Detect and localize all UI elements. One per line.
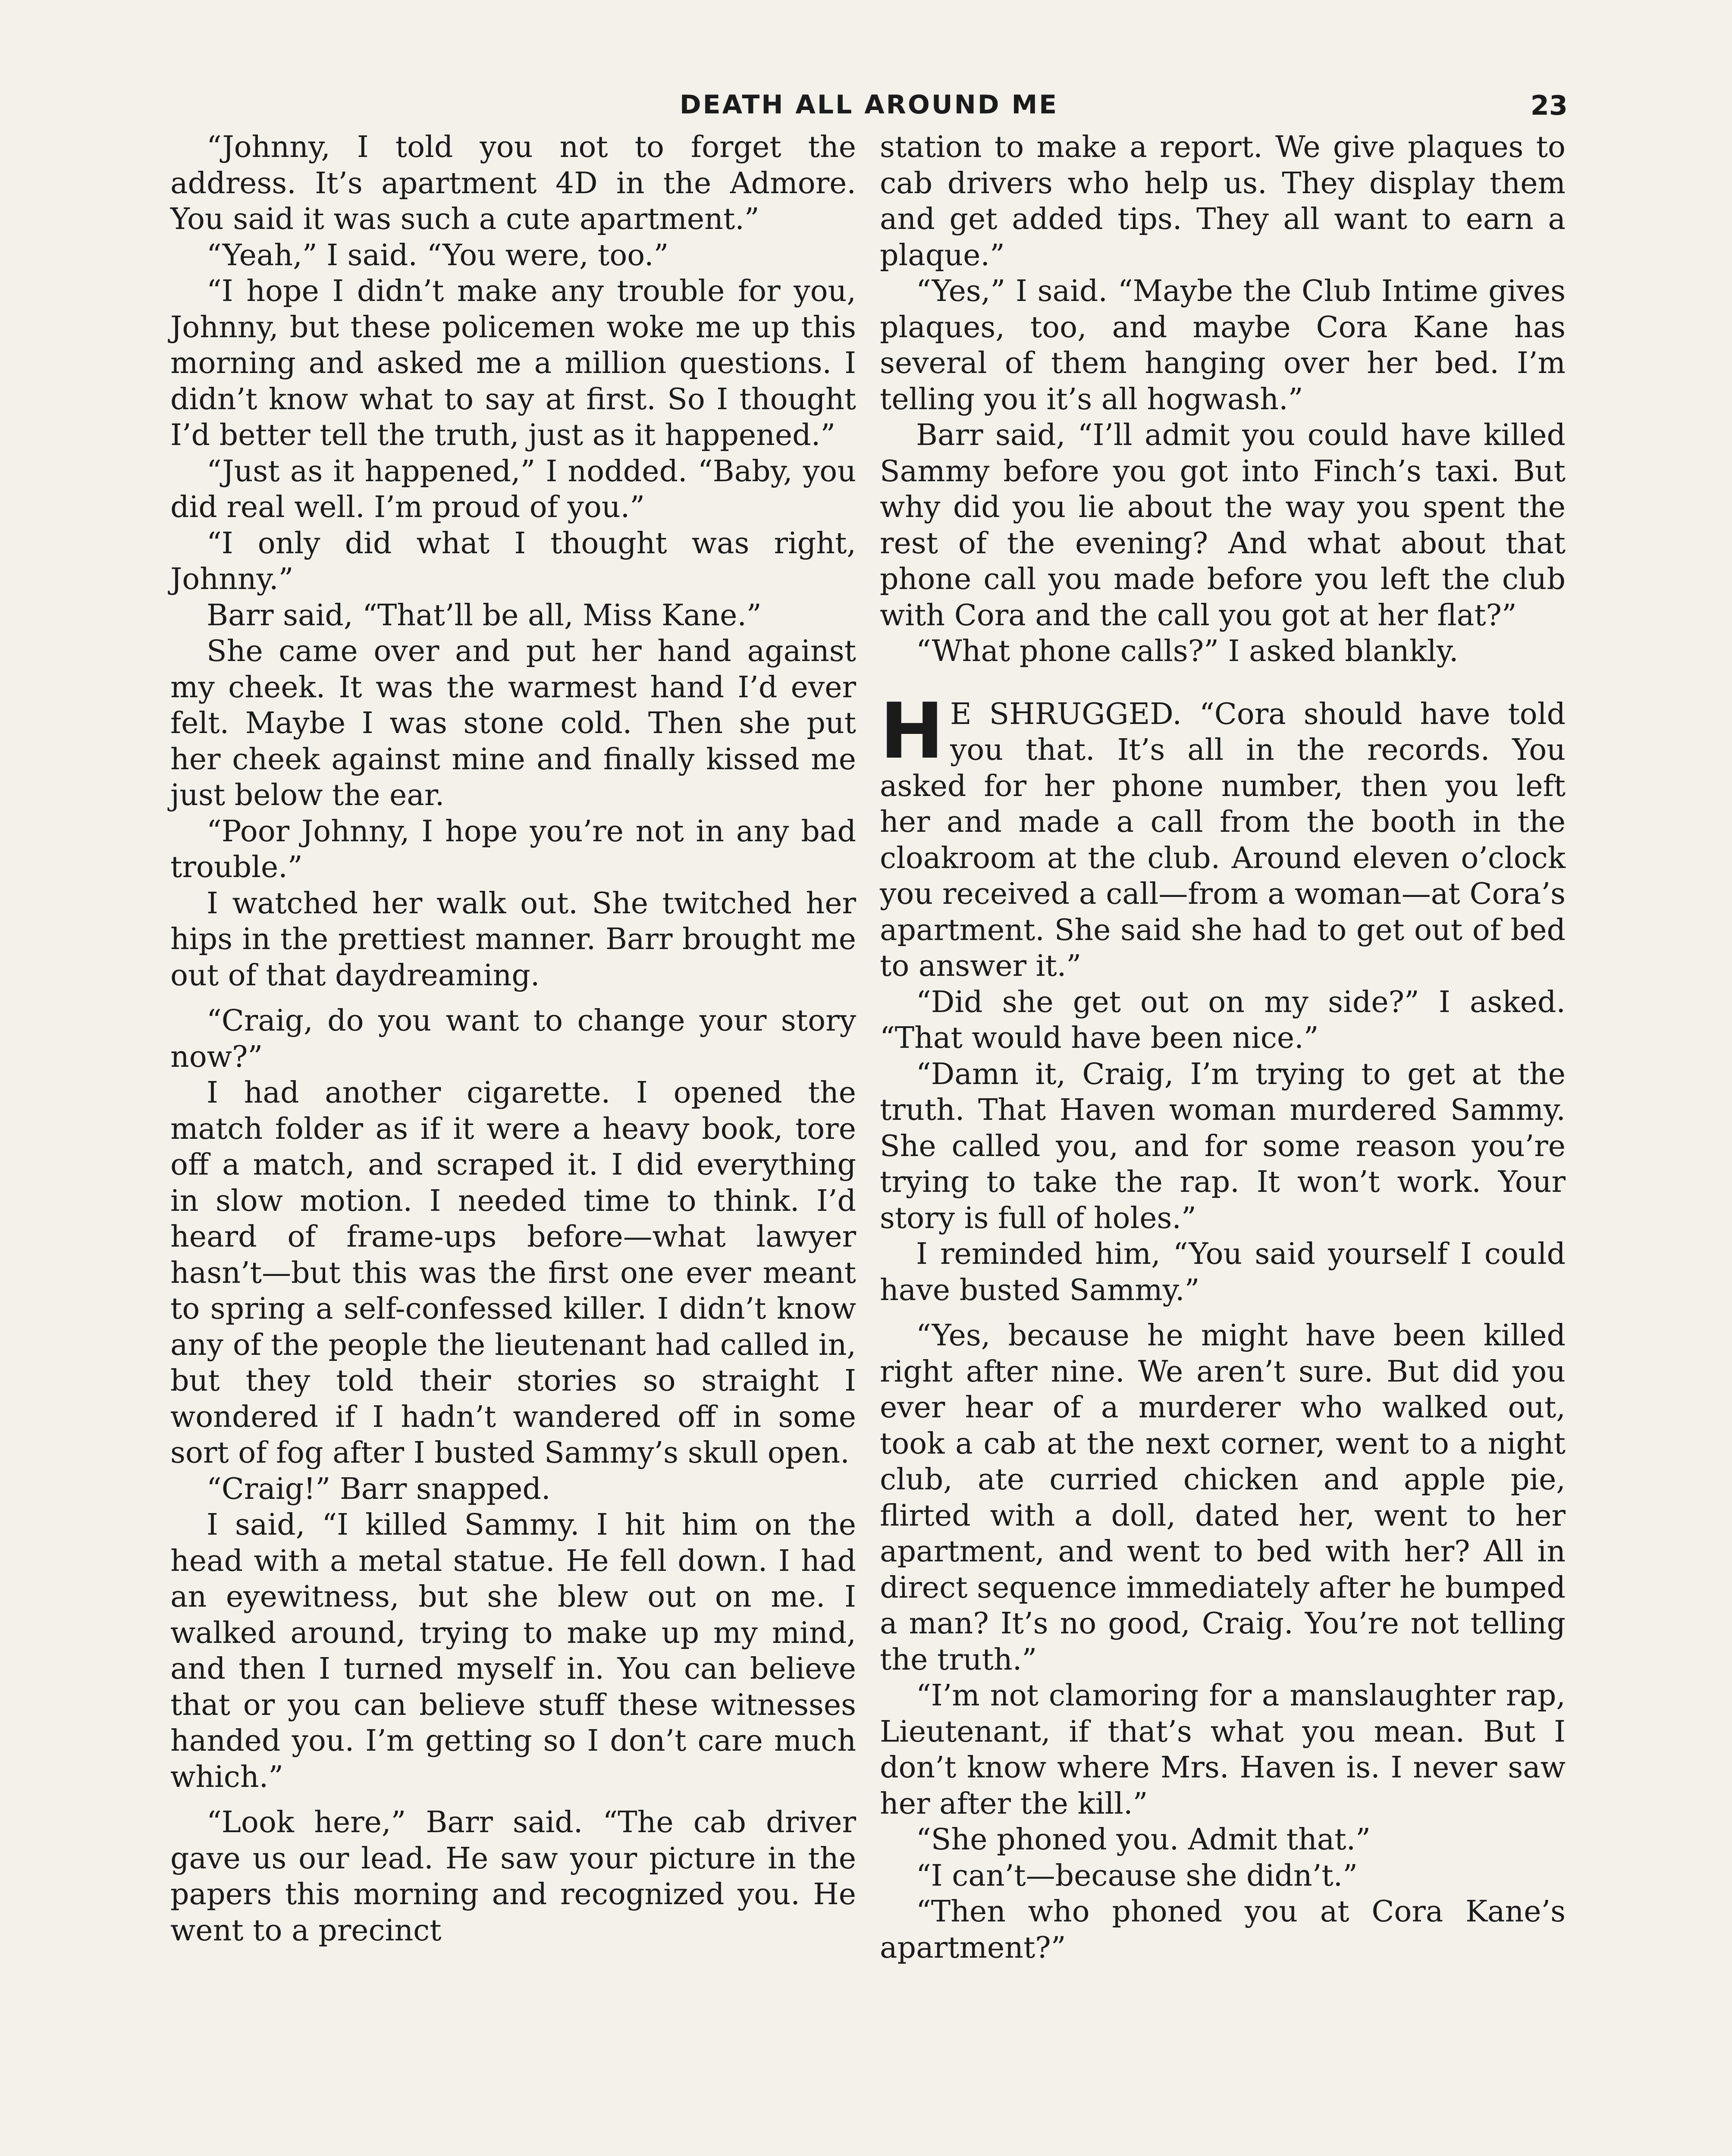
paragraph: I said, “I killed Sammy. I hit him on the head with a metal statue. He fell down. I had an eyewitness, but she blew out on me. I walked around, trying to make up my mind, and then I turned myself in. You can believe that or you can believe stuff these witnesses handed you. I’m getting so I don’t care much which.” xyxy=(170,1508,856,1794)
paragraph: “Look here,” Barr said. “The cab driver gave us our lead. He saw your picture in the papers this morning and recognized you. He went to a precinct xyxy=(170,1805,856,1948)
paragraph: “She phoned you. Admit that.” xyxy=(916,1823,1371,1857)
page-number: 23 xyxy=(1530,90,1568,121)
paragraph: “I’m not clamoring for a manslaughter rap, Lieutenant, if that’s what you mean. But I don’t know where Mrs. Haven is. I never saw her after the kill.” xyxy=(880,1679,1566,1821)
paragraph: “Did she get out on my side?” I asked. “That would have been nice.” xyxy=(880,985,1566,1055)
paragraph: “Yes, because he might have been killed right after nine. We aren’t sure. But did you ever hear of a murderer who walked out, took a cab at the next corner, went to a night club, ate curried chicken and apple pie, flirted with a doll, dated her, went to her apartment, and went to bed with her? All in direct sequence immediately after he bumped a man? It’s no good, Craig. You’re not telling the truth.” xyxy=(880,1319,1566,1677)
paragraph: “I hope I didn’t make any trouble for you, Johnny, but these policemen woke me up this morning and asked me a million questions. I didn’t know what to say at first. So I thought I’d better tell the truth, just as it happened.” xyxy=(170,274,856,452)
paragraph: “Craig, do you want to change your story now?” xyxy=(170,1004,856,1074)
paragraph: “I can’t—because she didn’t.” xyxy=(916,1858,1358,1893)
paragraph: “Just as it happened,” I nodded. “Baby, you did real well. I’m proud of you.” xyxy=(170,454,856,524)
section-opening-paragraph xyxy=(880,686,1566,984)
paragraph: I watched her walk out. She twitched her hips in the prettiest manner. Barr brought me out of that daydreaming. xyxy=(170,886,856,993)
page-header xyxy=(170,82,1568,129)
paragraph: “Then who phoned you at Cora Kane’s apartment?” xyxy=(880,1895,1566,1965)
paragraph: Barr said, “I’ll admit you could have killed Sammy before you got into Finch’s taxi. But why did you lie about the way you spent the rest of the evening? And what about that phone call you made before you left the club with Cora and the call you got at her flat?” xyxy=(880,418,1566,633)
paragraph: “Yes,” I said. “Maybe the Club Intime gives plaques, too, and maybe Cora Kane has several of them hanging over her bed. I’m telling you it’s all hogwash.” xyxy=(880,274,1566,417)
paragraph: “Craig!” Barr snapped. xyxy=(207,1472,551,1506)
paragraph: “Poor Johnny, I hope you’re not in any bad trouble.” xyxy=(170,814,856,884)
running-title: DEATH ALL AROUND ME xyxy=(679,90,1059,120)
right-column xyxy=(880,129,1566,1966)
paragraph: “Johnny, I told you not to forget the address. It’s apartment 4D in the Admore. You said it was such a cute apartment.” xyxy=(170,130,856,236)
paragraph: I reminded him, “You said yourself I could have busted Sammy.” xyxy=(880,1237,1566,1307)
paragraph: station to make a report. We give plaques to cab drivers who help us. They display them and get added tips. They all want to earn a plaque.” xyxy=(880,130,1566,273)
paragraph: “Damn it, Craig, I’m trying to get at the truth. That Haven woman murdered Sammy. She called you, and for some reason you’re trying to take the rap. It won’t work. Your story is full of holes.” xyxy=(880,1057,1566,1235)
paragraph: “What phone calls?” I asked blankly. xyxy=(916,634,1459,668)
section-opening-text: “Cora should have told you that. It’s all in the records. You asked for her phone number, then you left her and made a call from the booth in the cloakroom at the club. Around eleven o’clock you received a call—from a woman—at Cora’s apartment. She said she had to get out of bed to answer it.” xyxy=(880,697,1566,983)
paragraph: “Yeah,” I said. “You were, too.” xyxy=(207,238,669,273)
drop-cap: H xyxy=(880,686,944,776)
paragraph: I had another cigarette. I opened the match folder as if it were a heavy book, tore off a match, and scraped it. I did everything in slow motion. I needed time to think. I’d heard of frame-ups before—what lawyer hasn’t—but this was the first one ever meant to spring a self-confessed killer. I didn’t know any of the people the lieutenant had called in, but they told their stories so straight I wondered if I hadn’t wandered off in some sort of fog after I busted Sammy’s skull open. xyxy=(170,1076,856,1470)
paragraph: She came over and put her hand against my cheek. It was the warmest hand I’d ever felt. Maybe I was stone cold. Then she put her cheek against mine and finally kissed me just below the ear. xyxy=(170,634,856,812)
paragraph: “I only did what I thought was right, Johnny.” xyxy=(170,526,856,596)
lead-in-caps: E SHRUGGED. xyxy=(950,697,1182,731)
left-column xyxy=(170,129,856,1949)
paragraph: Barr said, “That’ll be all, Miss Kane.” xyxy=(207,598,762,633)
